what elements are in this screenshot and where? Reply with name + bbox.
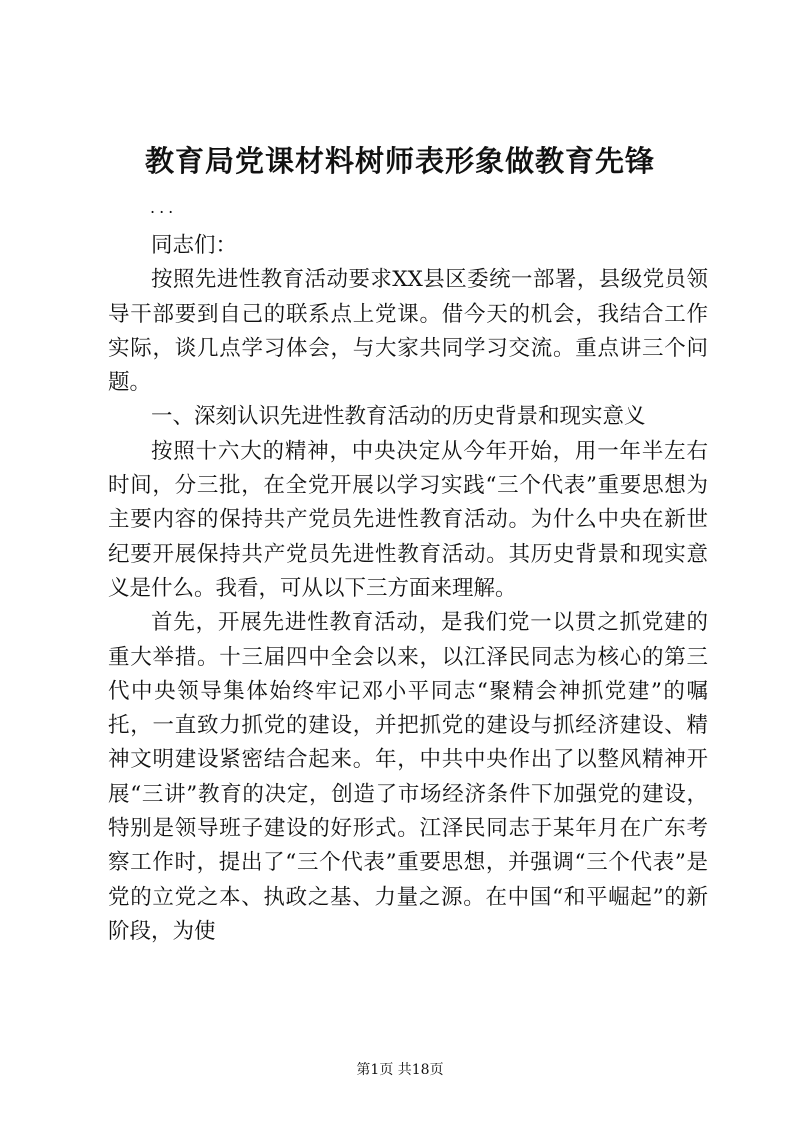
paragraph-background: 按照十六大的精神，中央决定从今年开始，用一年半左右时间，分三批，在全党开展以学习实践“三个代表”重要思想为主要内容的保持共产党员先进性教育活动。为什么中央在新世纪要开展保持共产党员先进性教育活动。其历史背景和现实意义是什么。我看，可从以下三方面来理解。: [108, 438, 708, 601]
paragraph-intro: 按照先进性教育活动要求XX县区委统一部署，县级党员领导干部要到自己的联系点上党课。借今天的机会，我结合工作实际，谈几点学习体会，与大家共同学习交流。重点讲三个问题。: [108, 267, 708, 396]
paragraph-first-point: 首先，开展先进性教育活动，是我们党一以贯之抓党建的重大举措。十三届四中全会以来，以江泽民同志为核心的第三代中央领导集体始终牢记邓小平同志“聚精会神抓党建”的嘱托，一直致力抓党的建设，并把抓党的建设与抓经济建设、精神文明建设紧密结合起来。年，中共中央作出了以整风精神开展“三讲”教育的决定，创造了市场经济条件下加强党的建设，特别是领导班子建设的好形式。江泽民同志于某年月在广东考察工作时，提出了“三个代表”重要思想，并强调“三个代表”是党的立党之本、执政之基、力量之源。在中国“和平崛起”的新阶段，为使: [108, 610, 708, 944]
page-number-footer: 第1页 共18页: [356, 1062, 444, 1078]
salutation: 同志们：: [151, 233, 238, 258]
document-body: [108, 229, 708, 949]
document-title: 教育局党课材料树师表形象做教育先锋: [144, 144, 655, 178]
ellipsis-marker: ...: [150, 198, 178, 217]
section-heading: 一、深刻认识先进性教育活动的历史背景和现实意义: [151, 404, 646, 430]
